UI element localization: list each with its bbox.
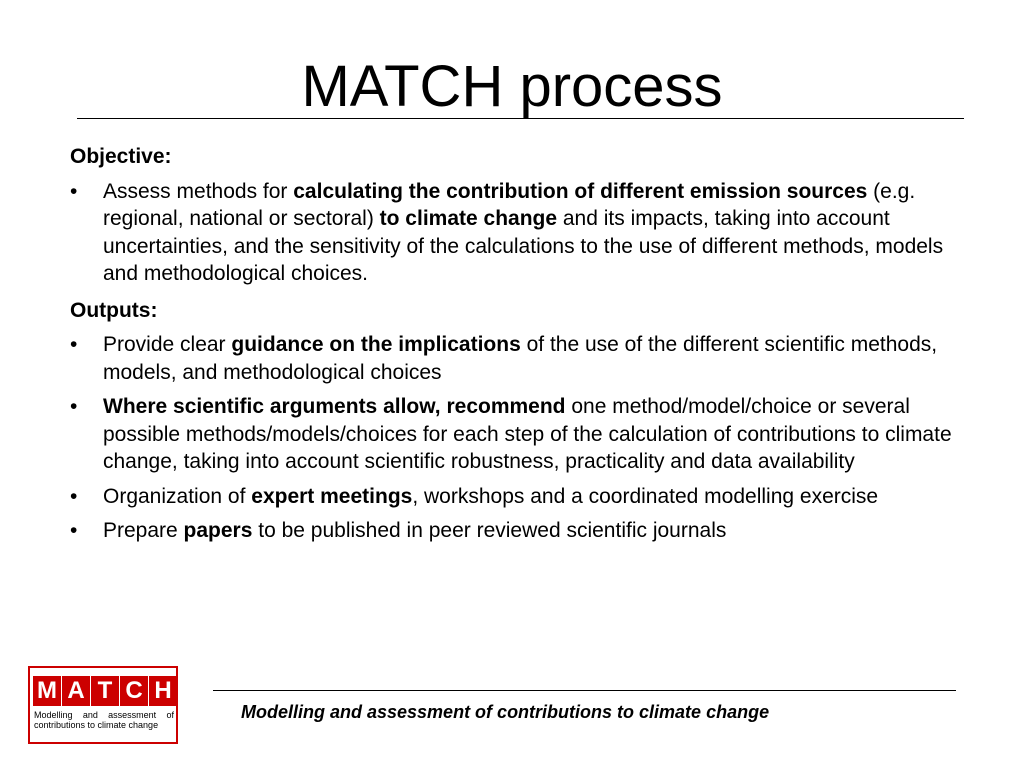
bold-text: expert meetings <box>251 484 413 508</box>
outputs-list <box>70 331 970 545</box>
text-run: and its impacts, taking into account uncertainties, and the sensitivity of the calculations to the use of different methods, models and methodological choices. <box>103 207 944 285</box>
text-run: Assess methods for <box>103 179 294 203</box>
footer-text: Modelling and assessment of contributions to climate change <box>241 702 770 722</box>
text-run: one method/model/choice or several possible methods/models/choices for each step of the calculation of contributions to climate change, taking into account scientific robustness, practicality and data availability <box>103 395 952 473</box>
text-run: (e.g. regional, national or sectoral) <box>103 179 916 230</box>
bullet-marker: • <box>70 395 78 418</box>
bullet-marker: • <box>70 179 78 203</box>
objective-list <box>70 178 970 288</box>
text-run: to be published in peer reviewed scientific journals <box>252 519 727 542</box>
bold-text: papers <box>183 519 253 542</box>
bullet-marker: • <box>70 519 78 542</box>
text-run: Organization of <box>103 484 252 508</box>
bullet-item <box>70 393 970 476</box>
bold-text: calculating the contribution of different emission sources <box>293 179 868 203</box>
match-logo <box>28 666 178 744</box>
logo-tagline: Modelling and assessment of contributions to climate change <box>34 710 174 730</box>
bullet-text <box>103 517 970 545</box>
outputs-heading: Outputs: <box>70 298 158 322</box>
text-run: Prepare <box>103 519 184 542</box>
bold-text: to climate change <box>379 207 558 230</box>
logo-letter: M <box>33 676 61 706</box>
logo-letters <box>33 676 177 706</box>
bold-text: guidance on the implications <box>231 333 521 356</box>
slide-body <box>70 143 970 552</box>
text-run: Provide clear <box>103 333 232 356</box>
bullet-text <box>103 178 970 288</box>
bullet-item <box>70 517 970 545</box>
bullet-item <box>70 483 970 511</box>
bullet-text <box>103 393 970 476</box>
bullet-item <box>70 331 970 386</box>
bullet-marker: • <box>70 333 78 356</box>
bold-text: Where scientific arguments allow, recommend <box>103 395 566 418</box>
text-run: of the use of the different scientific methods, models, and methodological choices <box>103 333 938 384</box>
footer-divider <box>213 690 956 691</box>
bullet-marker: • <box>70 484 78 508</box>
objective-heading: Objective: <box>70 145 172 168</box>
text-run: , workshops and a coordinated modelling exercise <box>412 484 879 508</box>
logo-letter: C <box>120 676 148 706</box>
bullet-text <box>103 331 970 386</box>
slide-title: MATCH process <box>301 54 723 119</box>
logo-letter: H <box>149 676 177 706</box>
logo-letter: A <box>62 676 90 706</box>
title-divider <box>77 118 964 119</box>
bullet-text <box>103 483 970 511</box>
bullet-item <box>70 178 970 288</box>
logo-letter: T <box>91 676 119 706</box>
